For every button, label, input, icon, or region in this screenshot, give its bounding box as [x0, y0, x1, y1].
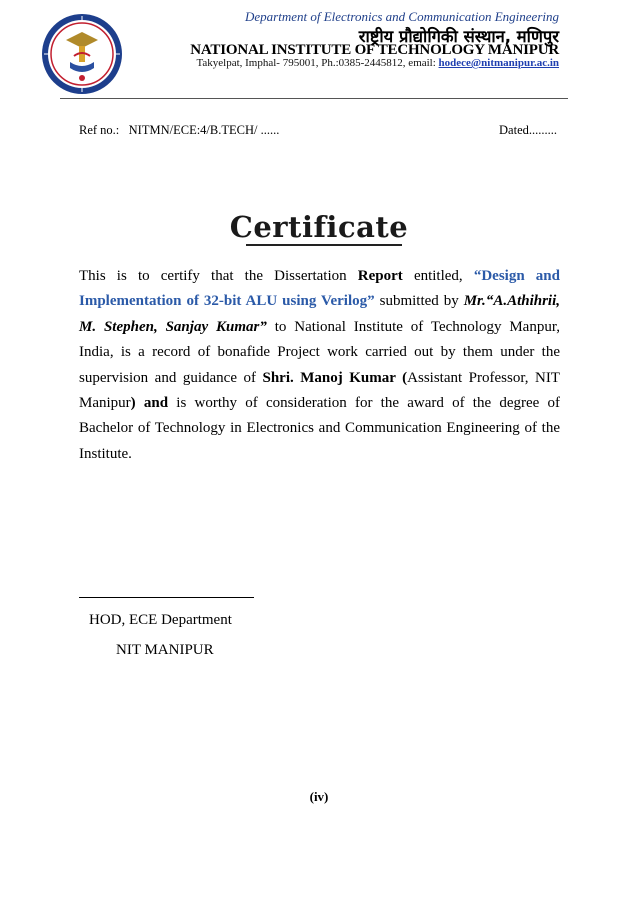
- signature-line: [79, 597, 254, 598]
- body-text-6: ) and: [130, 395, 169, 412]
- institute-logo: [40, 12, 124, 96]
- header-divider: [60, 98, 568, 99]
- project-title: “Design and Implementation of 32-bit ALU using Verilog”: [79, 268, 560, 310]
- email-link[interactable]: hodece@nitmanipur.ac.in: [438, 57, 559, 69]
- report-word: Report: [357, 268, 403, 284]
- guide-designation: Assistant Professor, NIT Manipur: [79, 369, 560, 412]
- reference-number: [79, 123, 279, 138]
- ref-label: Ref no.:: [79, 123, 120, 137]
- body-text-2: entitled,: [402, 268, 474, 284]
- guide-name: Shri. Manoj Kumar (: [262, 369, 408, 386]
- institute-name-hindi: राष्ट्रीय प्रौद्योगिकी संस्थान, मणिपुर: [358, 27, 559, 46]
- department-name: Department of Electronics and Communication Engineering: [245, 9, 559, 24]
- dated-field: Dated.........: [499, 123, 557, 137]
- signatory-designation: HOD, ECE Department: [89, 612, 232, 628]
- signatory-institute: NIT MANIPUR: [116, 642, 214, 658]
- institute-name-english: NATIONAL INSTITUTE OF TECHNOLOGY MANIPUR: [190, 42, 559, 58]
- title-underline: [246, 244, 402, 246]
- address-text: Takyelpat, Imphal- 795001, Ph.:0385-2445812, email:: [196, 57, 439, 69]
- ref-value: NITMN/ECE:4/B.TECH/ ......: [128, 123, 280, 137]
- body-text-4: to National Institute of Technology Manpur, India, is a record of bonafide Project work carried out by them under the supervision and guidance of: [79, 318, 560, 386]
- page-number: (iv): [309, 789, 329, 804]
- body-text-1: This is to certify that the Dissertation: [79, 268, 358, 284]
- student-names: “A.Athihrii, M. Stephen, Sanjay Kumar”: [79, 293, 561, 335]
- certificate-body: [79, 264, 560, 467]
- mr-prefix: Mr.: [463, 293, 486, 310]
- body-text-3: submitted by: [374, 293, 464, 310]
- institute-address: [196, 57, 559, 69]
- body-text-7: is worthy of consideration for the award of the degree of Bachelor of Technology in Electronics and Communication Engineering of the Institute.: [79, 395, 561, 462]
- certificate-title: Certificate: [229, 210, 409, 244]
